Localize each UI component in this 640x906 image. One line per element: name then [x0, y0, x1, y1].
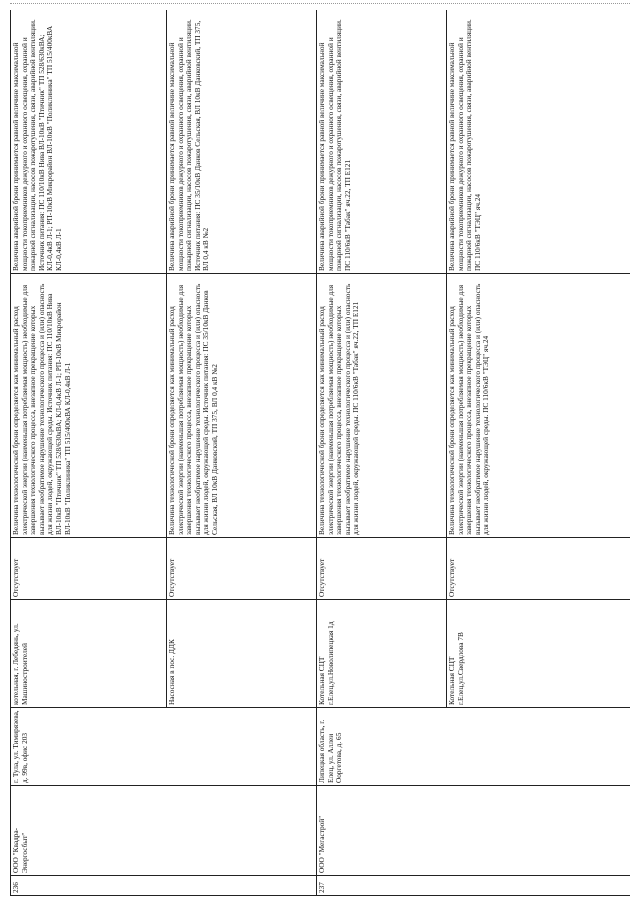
object-name: Насосная в пос. ДДК [167, 600, 317, 708]
table-row [317, 10, 447, 896]
accident-breakdown: Величина аварийной брони принимается равной величине максимальной мощности токоприемников дежурного и охранного освещения, охранной и пожарной сигнализации, насосов пожаротушения, связи, аварийной вентиляции. Источник питания: ПС 35/10кВ Данков Сельская, ВЛ 10кВ Данковский, ТП 375, ВЛ 0,4 кВ №2 [167, 10, 317, 274]
organization-name: ООО "Квадра-Энергосбыт" [11, 786, 317, 876]
organization-address: г. Тула, ул. Тимирязева, д. 99в, офис 203 [11, 708, 317, 786]
object-name: Котельная СЦТ г.Елец,ул.Новолипецкая 1д [317, 600, 447, 708]
organization-address: Липецкая область, г. Елец, ул. Аллеи Ооргетова, д. 65 [317, 708, 631, 786]
rotated-table-wrapper [10, 10, 630, 896]
technological-reserve: Отсутствует [317, 538, 447, 600]
technological-reserve: Отсутствует [447, 538, 631, 600]
page-edge-dots [10, 3, 630, 10]
technological-breakdown: Величина технологической брони определяется как минимальный расход электрической энергии (наименьшая потребляемая мощность) необходимые для завершения технологического процесса, внезапное прекращение которых вызывает необратимое нарушение технологического процесса и (или) опасность для жизни людей, окружающей среды. ПС 110/6кВ "Табак" яч.22, ТП Е121 [317, 274, 447, 538]
table-row [11, 10, 167, 896]
object-name: котельная, г. Лебедянь, ул. Машиностроителей [11, 600, 167, 708]
reservation-table [10, 10, 630, 896]
accident-breakdown: Величина аварийной брони принимается равной величине максимальной мощности токоприемников дежурного и охранного освещения, охранной и пожарной сигнализации, насосов пожаротушения, связи, аварийной вентиляции. Источник питания: ПС 110/10кВ Нива ВЛ-10кВ "Птичник" ТП 528/630кВА; КЛ-0,4кВ Л-1; РП-10кВ Микрорайон ВЛ-10кВ "Поликлиника" ТП 515/400кВА КЛ-0,4кВ Л-1 [11, 10, 167, 274]
row-number: 236 [11, 876, 317, 896]
page [10, 10, 630, 896]
row-number: 237 [317, 876, 631, 896]
technological-reserve: Отсутствует [167, 538, 317, 600]
accident-breakdown: Величина аварийной брони принимается равной величине максимальной мощности токоприемников дежурного и охранного освещения, охранной и пожарной сигнализации, насосов пожаротушения, связи, аварийной вентиляции. ПС 110/6кВ "Табак" яч.22, ТП Е121 [317, 10, 447, 274]
accident-breakdown: Величина аварийной брони принимается равной величине максимальной мощности токоприемников дежурного и охранного освещения, охранной и пожарной сигнализации, насосов пожаротушения, связи, аварийной вентиляции. ПС 110/6кВ "ТЭЦ" яч.24 [447, 10, 631, 274]
technological-breakdown: Величина технологической брони определяется как минимальный расход электрической энергии (наименьшая потребляемая мощность) необходимые для завершения технологического процесса, внезапное прекращение которых вызывает необратимое нарушение технологического процесса и (или) опасность для жизни людей, окружающей среды. Источник питания: ПС 110/10кВ Нива ВЛ-10кВ "Птичник" ТП 528/630кВА; КЛ-0,4кВ Л-1; РП-10кВ Микрорайон ВЛ-10кВ "Поликлиника" ТП 515/400кВА КЛ-0,4кВ Л-1 [11, 274, 167, 538]
technological-breakdown: Величина технологической брони определяется как минимальный расход электрической энергии (наименьшая потребляемая мощность) необходимые для завершения технологического процесса, внезапное прекращение которых вызывает необратимое нарушение технологического процесса и (или) опасность для жизни людей, окружающей среды. Источник питания: ПС 35/10кВ Данков Сельская, ВЛ 10кВ Данковский, ТП 375, ВЛ 0,4 кВ №2 [167, 274, 317, 538]
organization-name: ООО "Мегастрой" [317, 786, 631, 876]
object-name: Котельная СЦТ г.Елец,ул.Свердлова 7В [447, 600, 631, 708]
technological-reserve: Отсутствует [11, 538, 167, 600]
technological-breakdown: Величина технологической брони определяется как минимальный расход электрической энергии (наименьшая потребляемая мощность) необходимые для завершения технологического процесса, внезапное прекращение которых вызывает необратимое нарушение технологического процесса и (или) опасность для жизни людей, окружающей среды. ПС 110/6кВ "ТЭЦ" яч.24 [447, 274, 631, 538]
